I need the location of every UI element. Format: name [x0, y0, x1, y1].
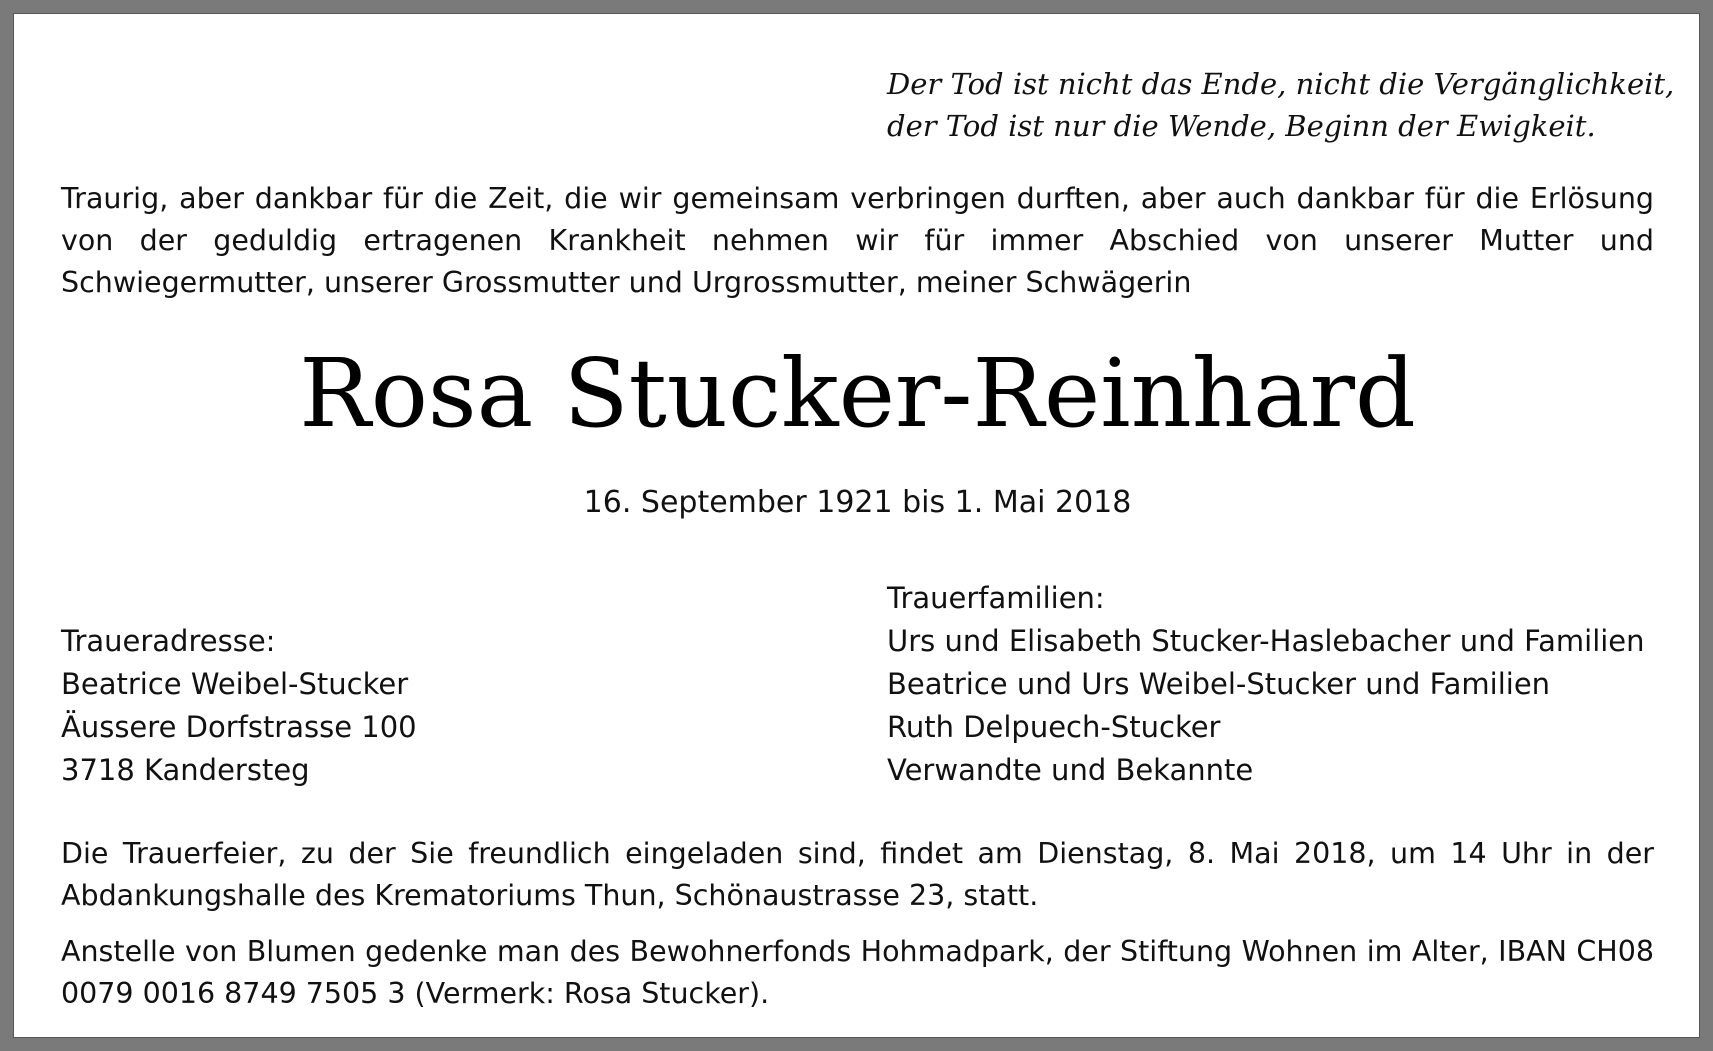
family-line: Urs und Elisabeth Stucker-Haslebacher und Familien — [887, 624, 1645, 658]
family-line: Verwandte und Bekannte — [887, 753, 1254, 787]
address-line: Äussere Dorfstrasse 100 — [61, 710, 417, 744]
donation-paragraph: Anstelle von Blumen gedenke man des Bewohnerfonds Hohmadpark, der Stiftung Wohnen im Alter, IBAN CH08 0079 0016 8749 7505 3 (Vermerk: Rosa Stucker). — [61, 935, 1654, 1010]
address-line: Beatrice Weibel-Stucker — [61, 667, 409, 701]
mourning-address — [61, 620, 761, 792]
intro-paragraph: Traurig, aber dankbar für die Zeit, die wir gemeinsam verbringen durften, aber auch dankbar für die Erlösung von der geduldig ertragenen Krankheit nehmen wir für immer Abschied von unserer Mutter und Schwiegermutter, unserer Grossmutter und Urgrossmutter, meiner Schwägerin — [61, 182, 1654, 299]
obituary-card — [13, 13, 1700, 1038]
address-label: Traueradresse: — [61, 624, 276, 658]
address-line: 3718 Kandersteg — [61, 753, 310, 787]
motto-line: der Tod ist nur die Wende, Beginn der Ewigkeit. — [887, 109, 1596, 143]
service-paragraph: Die Trauerfeier, zu der Sie freundlich eingeladen sind, findet am Dienstag, 8. Mai 2018, um 14 Uhr in der Abdankungshalle des Krematoriums Thun, Schönaustrasse 23, statt. — [61, 837, 1654, 912]
family-line: Ruth Delpuech-Stucker — [887, 710, 1221, 744]
motto-line: Der Tod ist nicht das Ende, nicht die Vergänglichkeit, — [887, 67, 1675, 101]
families-label: Trauerfamilien: — [887, 581, 1105, 615]
mourning-families — [887, 577, 1687, 792]
motto-quote — [887, 63, 1687, 147]
life-dates: 16. September 1921 bis 1. Mai 2018 — [583, 485, 1132, 520]
family-line: Beatrice und Urs Weibel-Stucker und Familien — [887, 667, 1551, 701]
deceased-name: Rosa Stucker-Reinhard — [299, 339, 1416, 449]
